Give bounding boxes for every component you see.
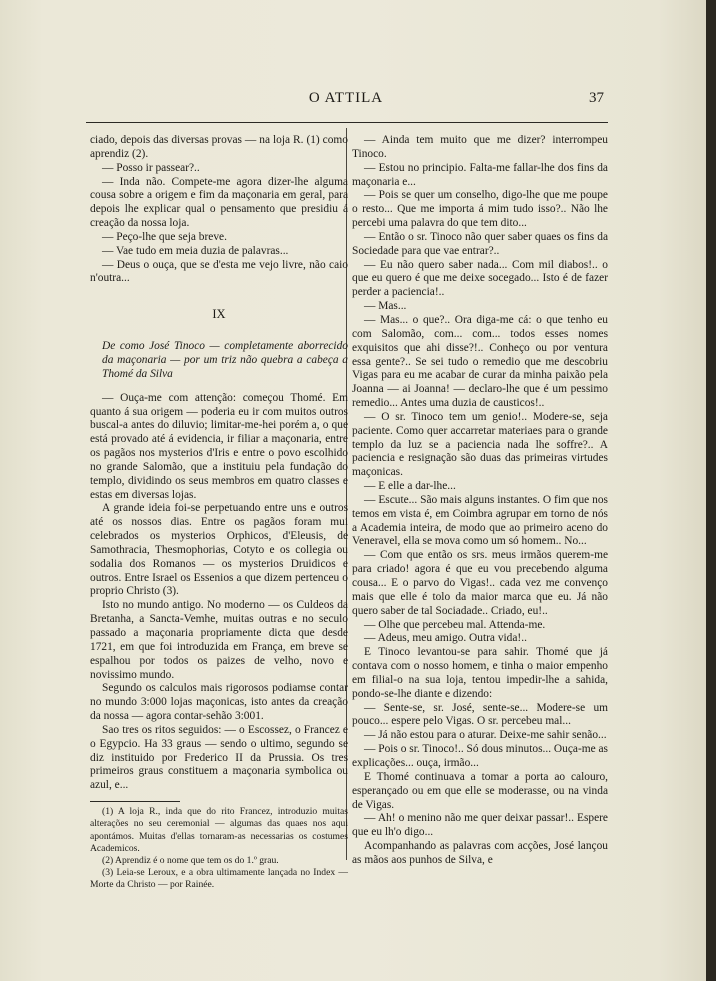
paragraph: — Adeus, meu amigo. Outra vida!..: [364, 632, 527, 645]
paragraph: ciado, depois das diversas provas — na loja R. (1) como aprendiz (2).: [90, 134, 348, 160]
paragraph: — E elle a dar-lhe...: [364, 480, 456, 493]
right-column: [352, 134, 608, 868]
page-header: [88, 90, 604, 114]
paragraph: — Estou no principio. Falta-me fallar-lhe dos fins da maçonaria e...: [352, 161, 608, 188]
footnote: (1) A loja R., inda que do rito Francez, introduzio muitas alterações no seu ceremonial — algumas das quaes nos aqui apontámos. Muitas d'ellas tornaram-as necessarias os costumes Academicos.: [90, 806, 348, 854]
paragraph: — Pois se quer um conselho, digo-lhe que me poupe o resto... Que me importa á mim tudo isso?.. Não lhe percebi uma palavra do que tem dito...: [352, 189, 608, 230]
footnote-rule: [90, 801, 180, 802]
paragraph: — Deus o ouça, que se d'esta me vejo livre, não caio n'outra...: [90, 258, 348, 285]
paragraph: — Pois o sr. Tinoco!.. Só dous minutos... Ouça-me as explicações... ouça, irmão...: [352, 743, 608, 769]
paragraph: — Já não estou para o aturar. Deixe-me sahir senão...: [364, 729, 607, 742]
paragraph: — Olhe que percebeu mal. Attenda-me.: [364, 618, 546, 631]
paragraph: Isto no mundo antigo. No moderno — os Culdeos da Bretanha, a Sancta-Vemhe, muitas outras e no seculo passado a maçonaria propriamente dicta que desde 1721, em que foi introduzida em França, em breve se espalhou por todos os paizes de velho, novo e novissimo mundo.: [90, 599, 348, 681]
page-number: 37: [589, 90, 604, 106]
paragraph: — Ouça-me com attenção: começou Thomé. Em quanto á sua origem — poderia eu ir com muitos outros buscal-a antes do diluvio; limitar-me-hei porém a, o que está provado até á evidencia, ir filiar a maçonaria, entre os pagãos nos mysterios d'Iris e entre o povo escolhido no grande Salomão, que a instituiu pela fundação do templo, dividindo os seus membros em quatro classes e estas em diversas lojas.: [90, 391, 348, 501]
footnote: (3) Leia-se Leroux, e a obra ultimamente lançada no Index — Morte da Christo — por Rainée.: [90, 867, 348, 891]
paragraph: — Eu não quero saber nada... Com mil diabos!.. o que eu quero é que me deixe socegado... Isto é de fazer perder a paciencia!..: [352, 258, 608, 299]
paragraph: — O sr. Tinoco tem um genio!.. Modere-se, seja paciente. Como quer accarretar materiaes para o grande templo da luz se a paciencia nada lhe soffre?.. A paciencia e resignação são duas das primeiras virtudes maçonicas.: [352, 410, 608, 479]
paragraph: — Posso ir passear?..: [102, 161, 200, 174]
running-title: O ATTILA: [308, 90, 384, 106]
header-rule: [86, 122, 608, 123]
paragraph: — Ainda tem muito que me dizer? interrompeu Tinoco.: [352, 134, 608, 160]
paragraph: — Mas...: [364, 300, 407, 313]
left-column: [90, 134, 348, 892]
footnote: (2) Aprendiz é o nome que tem os do 1.º grau.: [102, 854, 279, 866]
paragraph: E Tinoco levantou-se para sahir. Thomé que já contava com o nosso homem, e tinha o maior empenho em filial-o na sua loja, tentou impedir-lhe a sahida, pondo-se-lhe diante e dizendo:: [352, 646, 608, 700]
paragraph: — Ah! o menino não me quer deixar passar!.. Espere que eu lh'o digo...: [352, 812, 608, 839]
paragraph: E Thomé continuava a tomar a porta ao calouro, esperançado ou em que elle se moderasse, ou na vinda de Vigas.: [352, 770, 608, 811]
chapter-number: IX: [212, 307, 226, 322]
paragraph: — Escute... São mais alguns instantes. O fim que nos temos em vista é, em Coimbra agrupar em torno de nós a Academia inteira, de modo que ao primeiro aceno do Veneravel, ella se mova como um só homem.. No...: [352, 493, 608, 548]
paragraph: — Então o sr. Tinoco não quer saber quaes os fins da Sociedade para que vae entrar?..: [352, 230, 608, 257]
paragraph: — Peço-lhe que seja breve.: [102, 230, 227, 243]
paragraph: Sao tres os ritos seguidos: — o Escossez, o Francez e o Egypcio. Ha 33 graus — sendo o ultimo, segundo se diz instituido por Frederico II da Prussia. Os tres primeiros graus constituem a maçonaria symbolica ou azul, e...: [90, 723, 348, 792]
page-edge-shadow: [706, 0, 716, 981]
paragraph: — Inda não. Compete-me agora dizer-lhe alguma cousa sobre a origem e fim da maçonaria em geral, para depois lhe explicar qual o pensamento que presidiu á creação da nossa loja.: [90, 175, 348, 230]
paragraph: — Vae tudo em meia duzia de palavras...: [102, 244, 289, 257]
chapter-heading: De como José Tinoco — completamente aborrecido da maçonaria — por um triz não quebra a cabeça a Thomé da Silva: [102, 340, 348, 380]
paragraph: Segundo os calculos mais rigorosos podiamse contar no mundo 3:000 lojas maçonicas, isto antes da creação da nossa — agora contar-sehão 3:001.: [90, 682, 348, 723]
paragraph: — Sente-se, sr. José, sente-se... Modere-se um pouco... espere pelo Vigas. O sr. percebeu mal...: [352, 701, 608, 728]
paragraph: — Com que então os srs. meus irmãos querem-me para criado! agora é que eu vou precebendo alguma cousa... E o parvo do Vigas!.. cada vez me convenço mais que elle é tolo da maior marca que eu. Já não quero saber de tal Sociadade.. Criado, eu!..: [352, 549, 608, 617]
paragraph: A grande ideia foi-se perpetuando entre uns e outros até os nossos dias. Entre os pagãos foram mui celebrados os mysterios Orphicos, d'Eleusis, de Samothracia, Thesmophorias, Cotyto e os collegia ou sodalia dos Romanos — os mysterios Druidicos e outros. Entre Israel os Essenios a que dizem pertenceu o proprio Christo (3).: [90, 502, 348, 598]
paragraph: — Mas... o que?.. Ora diga-me cá: o que tenho eu com Salomão, com... com... todos esses nomes exquisitos que ahi disse?!.. Conheço ou por ventura essa gente?.. Se sei tudo o remedio que me descobriu Vigas para eu me acabar de curar da minha paixão pela Joanna — ai Joanna! — declaro-lhe que é um pessimo remedio... Antes uma duzia de causticos!..: [352, 313, 608, 410]
paragraph: Acompanhando as palavras com acções, José lançou as mãos aos punhos de Silva, e: [352, 840, 608, 866]
